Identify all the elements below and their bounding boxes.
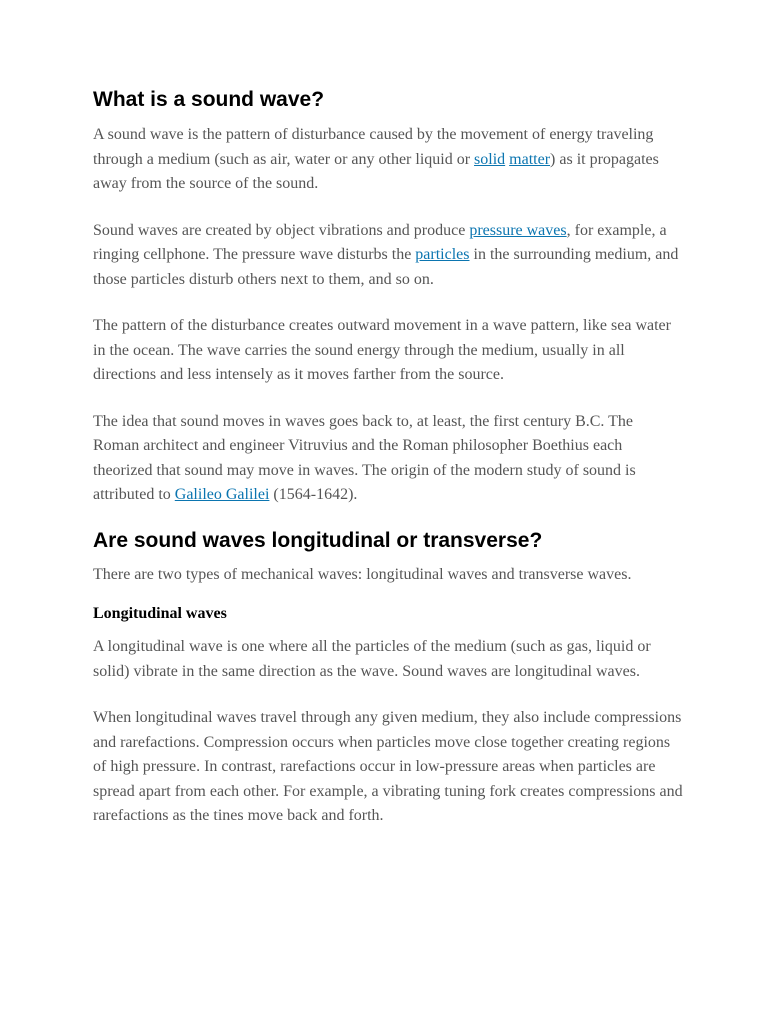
paragraph-text: in the surrounding medium, and those particles disturb others next to them, and so on.: [93, 246, 679, 288]
heading-what-is-sound-wave: What is a sound wave?: [93, 88, 325, 111]
paragraph-creation: [93, 219, 683, 293]
link-solid[interactable]: solid: [474, 150, 506, 168]
paragraph-longitudinal-definition: A longitudinal wave is one where all the particles of the medium (such as gas, liquid or solid) vibrate in the same direction as the wave. Sound waves are longitudinal waves.: [93, 638, 651, 680]
paragraph-history: [93, 410, 683, 508]
heading-longitudinal-waves: Longitudinal waves: [93, 605, 227, 622]
heading-longitudinal-or-transverse: Are sound waves longitudinal or transverse?: [93, 528, 543, 552]
paragraph-text: , for example, a ringing cellphone. The pressure wave disturbs the: [93, 221, 667, 263]
paragraph-two-types: There are two types of mechanical waves: longitudinal waves and transverse waves.: [93, 565, 632, 583]
article-body: [93, 86, 683, 829]
link-matter[interactable]: matter: [509, 150, 551, 168]
paragraph-pattern: The pattern of the disturbance creates outward movement in a wave pattern, like sea water in the ocean. The wave carries the sound energy through the medium, usually in all directions and less intensely as it moves farther from the source.: [93, 317, 671, 383]
link-pressure-waves[interactable]: pressure waves: [469, 221, 567, 239]
paragraph-definition: [93, 123, 683, 197]
paragraph-text: A sound wave is the pattern of disturbance caused by the movement of energy traveling through a medium (such as air, water or any other liquid or: [93, 126, 654, 168]
link-particles[interactable]: particles: [415, 246, 470, 263]
paragraph-text: Sound waves are created by object vibrations and produce: [93, 221, 470, 239]
paragraph-compressions: When longitudinal waves travel through any given medium, they also include compressions and rarefactions. Compression occurs when particles move close together creating regions of high pressure. In contrast, rarefactions occur in low-pressure areas when particles are spread apart from each other. For example, a vibrating tuning fork creates compressions and rarefactions as the tines move back and forth.: [93, 709, 683, 824]
paragraph-text: ) as it propagates away from the source of the sound.: [93, 150, 659, 192]
link-galileo-galilei[interactable]: Galileo Galilei: [174, 486, 270, 503]
paragraph-text: (1564-1642).: [269, 486, 358, 503]
paragraph-text: The idea that sound moves in waves goes back to, at least, the first century B.C. The Roman architect and engineer Vitruvius and the Roman philosopher Boethius each theorized that sound may move in waves. The origin of the modern study of sound is attributed to: [93, 412, 636, 503]
